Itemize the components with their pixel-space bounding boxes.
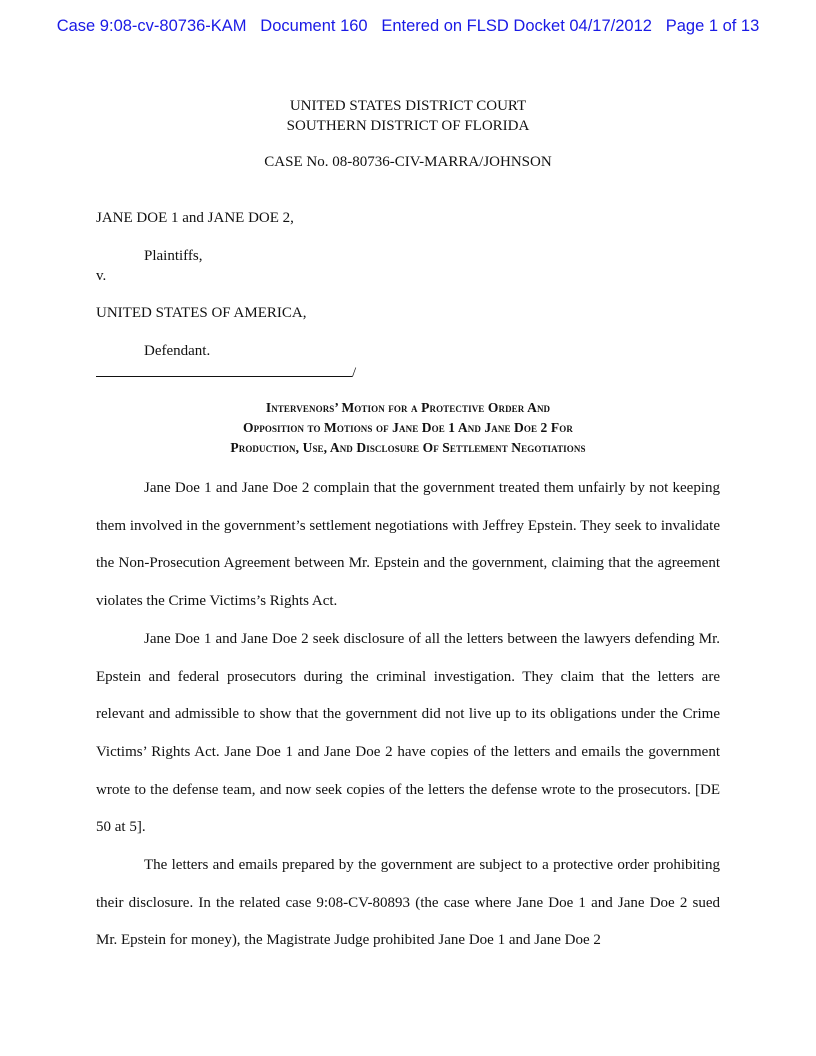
caption-rule bbox=[96, 363, 352, 377]
body-paragraph: Jane Doe 1 and Jane Doe 2 seek disclosure of all the letters between the lawyers defending Mr. Epstein and federal prosecutors during the criminal investigation. They claim that the letters are relevant and admissible to show that the government did not live up to its obligations under the Crime Victims’ Rights Act. Jane Doe 1 and Jane Doe 2 have copies of the letters and emails the government wrote to the defense team, and now seek copies of the letters the defense wrote to the prosecutors. [DE 50 at 5]. bbox=[96, 630, 720, 836]
caption-signature-line bbox=[96, 363, 356, 382]
docket-header-stamp: Case 9:08-cv-80736-KAM Document 160 Entered on FLSD Docket 04/17/2012 Page 1 of 13 bbox=[56, 17, 760, 35]
court-district-line: SOUTHERN DISTRICT OF FLORIDA bbox=[286, 118, 530, 134]
defendant-label: Defendant. bbox=[144, 343, 211, 359]
versus-label: v. bbox=[96, 268, 107, 284]
motion-title-line: Production, Use, And Disclosure Of Settlement Negotiations bbox=[230, 440, 586, 455]
plaintiffs-names: JANE DOE 1 and JANE DOE 2, bbox=[96, 210, 294, 226]
caption-slash: / bbox=[352, 365, 357, 381]
court-name-line: UNITED STATES DISTRICT COURT bbox=[289, 98, 527, 114]
body-paragraph: Jane Doe 1 and Jane Doe 2 complain that the government treated them unfairly by not keeping them involved in the government’s settlement negotiations with Jeffrey Epstein. They seek to invalidate the Non-Prosecution Agreement between Mr. Epstein and the government, claiming that the agreement violates the Crime Victims’s Rights Act. bbox=[96, 480, 720, 610]
body-paragraph: The letters and emails prepared by the government are subject to a protective order prohibiting their disclosure. In the related case 9:08-CV-80893 (the case where Jane Doe 1 and Jane Doe 2 sued Mr. Epstein for money), the Magistrate Judge prohibited Jane Doe 1 and Jane Doe 2 bbox=[96, 857, 720, 949]
plaintiffs-label: Plaintiffs, bbox=[144, 248, 203, 264]
motion-body bbox=[96, 470, 720, 960]
defendant-name: UNITED STATES OF AMERICA, bbox=[96, 305, 307, 321]
motion-title-line: Opposition to Motions of Jane Doe 1 And Jane Doe 2 For bbox=[243, 420, 573, 435]
motion-title-line: Intervenors’ Motion for a Protective Order And bbox=[265, 400, 551, 415]
motion-title bbox=[0, 398, 816, 458]
case-number: CASE No. 08-80736-CIV-MARRA/JOHNSON bbox=[264, 154, 552, 170]
court-heading bbox=[0, 96, 816, 136]
